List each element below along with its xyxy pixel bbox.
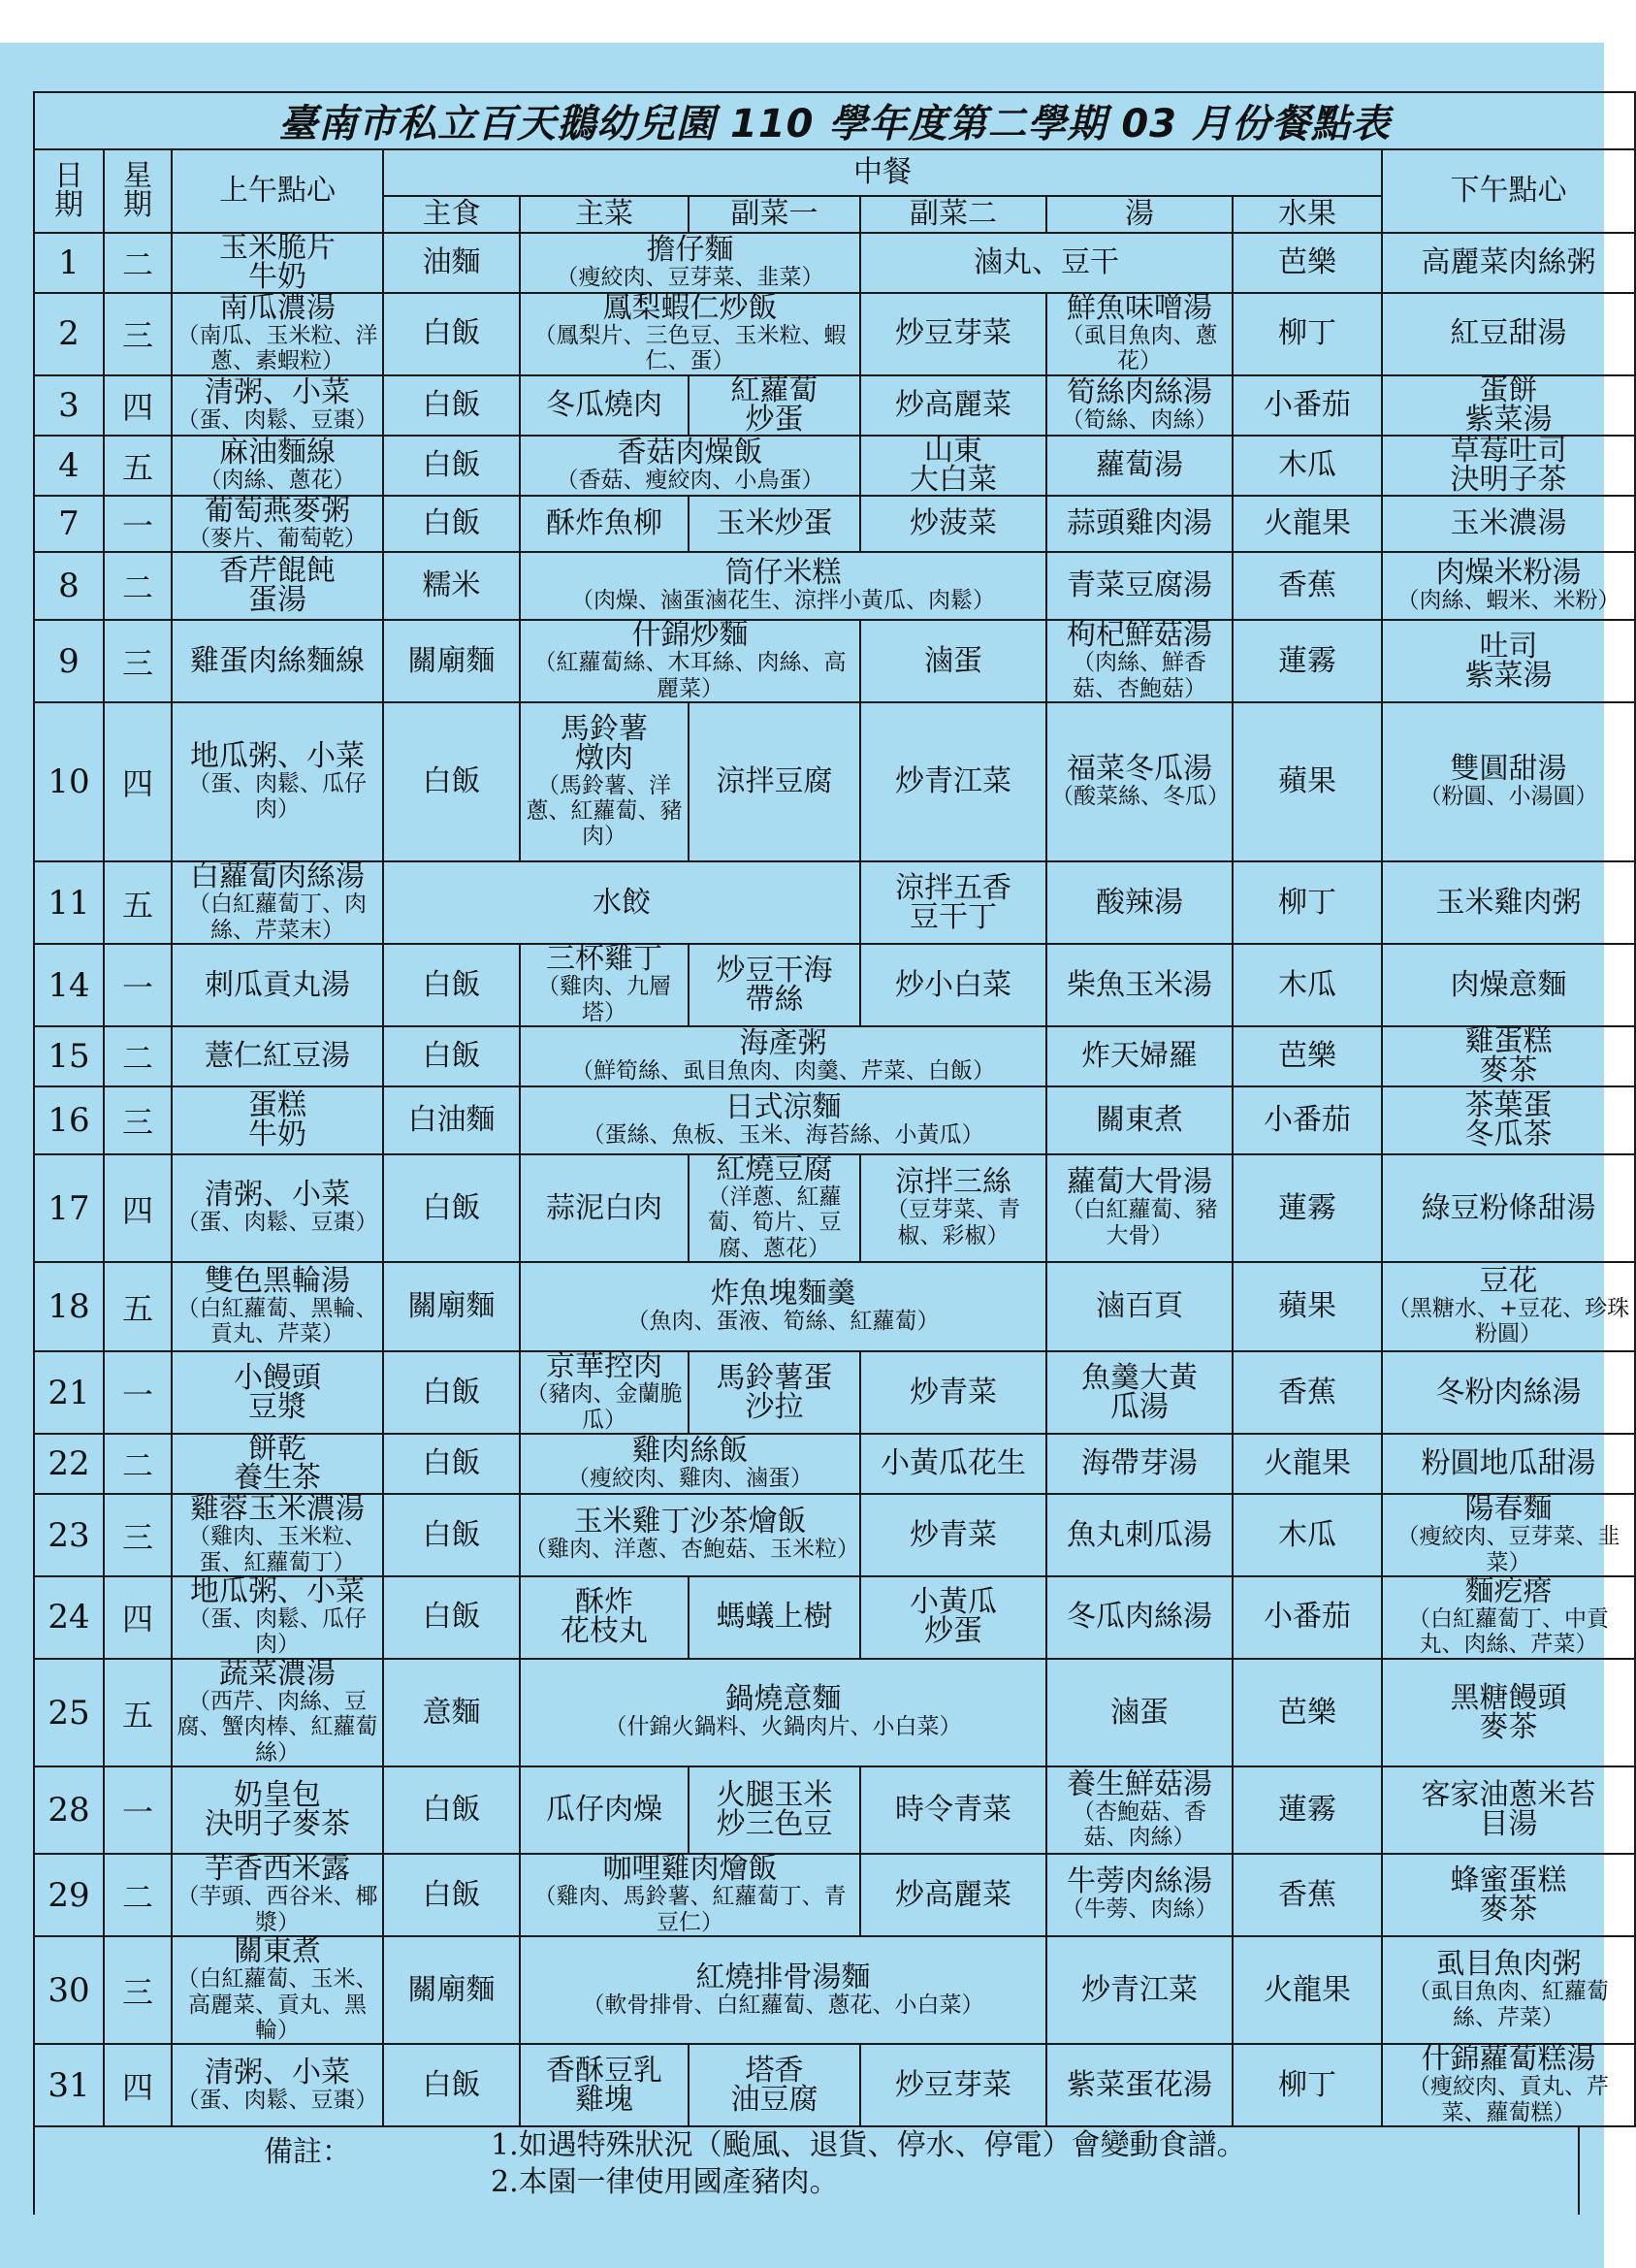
soup-cell: 養生鮮菇湯 （杏鮑菇、香菇、肉絲） <box>1046 1766 1233 1854</box>
main-dish-cell: 玉米雞丁沙茶燴飯 （雞肉、洋蔥、杏鮑菇、玉米粒） <box>520 1494 860 1576</box>
menu-table <box>33 91 1636 2127</box>
header-day: 日 期 <box>34 149 104 233</box>
morning-snack-cell: 葡萄燕麥粥 （麥片、葡萄乾） <box>172 496 383 552</box>
weekday-cell: 三 <box>104 1494 172 1576</box>
soup-cell: 福菜冬瓜湯 （酸菜絲、冬瓜） <box>1046 702 1233 861</box>
afternoon-snack-cell: 虱目魚肉粥 （虱目魚肉、紅蘿蔔絲、芹菜） <box>1382 1936 1635 2044</box>
weekday-cell: 五 <box>104 1659 172 1766</box>
table-row <box>34 1494 1635 1576</box>
header-side-dish-1: 副菜一 <box>689 196 860 233</box>
fruit-cell: 香蕉 <box>1233 1351 1382 1434</box>
side-dish-1-cell: 塔香 油豆腐 <box>689 2044 860 2126</box>
weekday-cell: 一 <box>104 944 172 1026</box>
afternoon-snack-cell: 客家油蔥米苔 目湯 <box>1382 1766 1635 1854</box>
day-cell: 24 <box>34 1576 104 1659</box>
main-dish-cell: 海產粥 （鮮筍絲、虱目魚肉、肉羹、芹菜、白飯） <box>520 1026 1046 1086</box>
header-soup: 湯 <box>1046 196 1233 233</box>
day-cell: 21 <box>34 1351 104 1434</box>
table-row <box>34 1854 1635 1936</box>
staple-cell: 白飯 <box>383 1026 520 1086</box>
soup-cell: 滷蛋 <box>1046 1659 1233 1766</box>
table-row <box>34 1026 1635 1086</box>
day-cell: 11 <box>34 861 104 944</box>
staple-cell: 關廟麵 <box>383 1262 520 1351</box>
main-dish-cell: 炸魚塊麵羹 （魚肉、蛋液、筍絲、紅蘿蔔） <box>520 1262 1046 1351</box>
day-cell: 7 <box>34 496 104 552</box>
day-cell: 10 <box>34 702 104 861</box>
morning-snack-cell: 地瓜粥、小菜 （蛋、肉鬆、瓜仔肉） <box>172 702 383 861</box>
weekday-cell: 三 <box>104 620 172 702</box>
fruit-cell: 小番茄 <box>1233 1086 1382 1154</box>
morning-snack-cell: 小饅頭 豆漿 <box>172 1351 383 1434</box>
side-dish-2-cell: 滷蛋 <box>860 620 1046 702</box>
main-dish-cell: 日式涼麵 （蛋絲、魚板、玉米、海苔絲、小黃瓜） <box>520 1086 1046 1154</box>
staple-cell: 關廟麵 <box>383 620 520 702</box>
table-row <box>34 1936 1635 2044</box>
main-dish-cell: 鳳梨蝦仁炒飯 （鳳梨片、三色豆、玉米粒、蝦仁、蛋） <box>520 293 860 375</box>
soup-cell: 酸辣湯 <box>1046 861 1233 944</box>
side-dish-1-cell: 馬鈴薯蛋 沙拉 <box>689 1351 860 1434</box>
afternoon-snack-cell: 玉米濃湯 <box>1382 496 1635 552</box>
side-dish-2-cell: 炒豆芽菜 <box>860 2044 1046 2126</box>
notes-label: 備註： <box>264 2135 351 2169</box>
fruit-cell: 蓮霧 <box>1233 1766 1382 1854</box>
header-main-dish: 主菜 <box>520 196 689 233</box>
fruit-cell: 芭樂 <box>1233 233 1382 293</box>
afternoon-snack-cell: 玉米雞肉粥 <box>1382 861 1635 944</box>
morning-snack-cell: 白蘿蔔肉絲湯 （白紅蘿蔔丁、肉絲、芹菜末） <box>172 861 383 944</box>
fruit-cell: 木瓜 <box>1233 1494 1382 1576</box>
staple-cell: 白飯 <box>383 375 520 436</box>
staple-cell: 關廟麵 <box>383 1936 520 2044</box>
soup-cell: 柴魚玉米湯 <box>1046 944 1233 1026</box>
staple-cell: 白飯 <box>383 1494 520 1576</box>
side-dish-2-cell: 涼拌五香 豆干丁 <box>860 861 1046 944</box>
side-dish-2-cell: 山東 大白菜 <box>860 436 1046 496</box>
weekday-cell: 二 <box>104 552 172 620</box>
weekday-cell: 一 <box>104 1766 172 1854</box>
weekday-cell: 二 <box>104 233 172 293</box>
afternoon-snack-cell: 綠豆粉條甜湯 <box>1382 1154 1635 1262</box>
staple-cell: 白飯 <box>383 496 520 552</box>
main-dish-cell: 蒜泥白肉 <box>520 1154 689 1262</box>
soup-cell: 冬瓜肉絲湯 <box>1046 1576 1233 1659</box>
day-cell: 9 <box>34 620 104 702</box>
side-dish-2-cell: 小黃瓜花生 <box>860 1434 1046 1494</box>
afternoon-snack-cell: 草莓吐司 決明子茶 <box>1382 436 1635 496</box>
afternoon-snack-cell: 蛋餅 紫菜湯 <box>1382 375 1635 436</box>
afternoon-snack-cell: 陽春麵 （瘦絞肉、豆芽菜、韭菜） <box>1382 1494 1635 1576</box>
weekday-cell: 三 <box>104 1936 172 2044</box>
main-dish-cell: 酥炸 花枝丸 <box>520 1576 689 1659</box>
soup-cell: 魚羹大黃 瓜湯 <box>1046 1351 1233 1434</box>
table-row <box>34 552 1635 620</box>
soup-cell: 筍絲肉絲湯 （筍絲、肉絲） <box>1046 375 1233 436</box>
morning-snack-cell: 清粥、小菜 （蛋、肉鬆、豆棗） <box>172 1154 383 1262</box>
header-fruit: 水果 <box>1233 196 1382 233</box>
morning-snack-cell: 蔬菜濃湯 （西芹、肉絲、豆腐、蟹肉棒、紅蘿蔔絲） <box>172 1659 383 1766</box>
side-dish-1-cell: 涼拌豆腐 <box>689 702 860 861</box>
main-dish-cell: 擔仔麵 （瘦絞肉、豆芽菜、韭菜） <box>520 233 860 293</box>
day-cell: 31 <box>34 2044 104 2126</box>
table-row <box>34 861 1635 944</box>
soup-cell: 枸杞鮮菇湯 （肉絲、鮮香菇、杏鮑菇） <box>1046 620 1233 702</box>
table-row <box>34 1351 1635 1434</box>
fruit-cell: 芭樂 <box>1233 1026 1382 1086</box>
day-cell: 4 <box>34 436 104 496</box>
weekday-cell: 四 <box>104 702 172 861</box>
weekday-cell: 四 <box>104 375 172 436</box>
afternoon-snack-cell: 黑糖饅頭 麥茶 <box>1382 1659 1635 1766</box>
soup-cell: 紫菜蛋花湯 <box>1046 2044 1233 2126</box>
fruit-cell: 香蕉 <box>1233 552 1382 620</box>
weekday-cell: 二 <box>104 1854 172 1936</box>
side-dish-1-cell: 火腿玉米 炒三色豆 <box>689 1766 860 1854</box>
staple-cell: 白油麵 <box>383 1086 520 1154</box>
table-row <box>34 1262 1635 1351</box>
weekday-cell: 三 <box>104 1086 172 1154</box>
fruit-cell: 蘋果 <box>1233 702 1382 861</box>
soup-cell: 牛蒡肉絲湯 （牛蒡、肉絲） <box>1046 1854 1233 1936</box>
fruit-cell: 芭樂 <box>1233 1659 1382 1766</box>
table-row <box>34 702 1635 861</box>
fruit-cell: 小番茄 <box>1233 375 1382 436</box>
table-row <box>34 1659 1635 1766</box>
morning-snack-cell: 蛋糕 牛奶 <box>172 1086 383 1154</box>
side-dish-1-cell: 螞蟻上樹 <box>689 1576 860 1659</box>
header-side-dish-2: 副菜二 <box>860 196 1046 233</box>
morning-snack-cell: 餅乾 養生茶 <box>172 1434 383 1494</box>
soup-cell: 魚丸刺瓜湯 <box>1046 1494 1233 1576</box>
header-morning-snack: 上午點心 <box>172 149 383 233</box>
weekday-cell: 五 <box>104 1262 172 1351</box>
main-dish-cell: 香菇肉燥飯 （香菇、瘦絞肉、小鳥蛋） <box>520 436 860 496</box>
day-cell: 25 <box>34 1659 104 1766</box>
main-dish-cell: 紅燒排骨湯麵 （軟骨排骨、白紅蘿蔔、蔥花、小白菜） <box>520 1936 1046 2044</box>
staple-cell: 白飯 <box>383 436 520 496</box>
morning-snack-cell: 清粥、小菜 （蛋、肉鬆、豆棗） <box>172 2044 383 2126</box>
main-dish-cell: 酥炸魚柳 <box>520 496 689 552</box>
fruit-cell: 蓮霧 <box>1233 1154 1382 1262</box>
afternoon-snack-cell: 吐司 紫菜湯 <box>1382 620 1635 702</box>
morning-snack-cell: 雙色黑輪湯 （白紅蘿蔔、黑輪、貢丸、芹菜） <box>172 1262 383 1351</box>
staple-cell: 白飯 <box>383 702 520 861</box>
weekday-cell: 一 <box>104 496 172 552</box>
page-title: 臺南市私立百天鵝幼兒園 110 學年度第二學期 03 月份餐點表 <box>34 92 1635 149</box>
day-cell: 14 <box>34 944 104 1026</box>
fruit-cell: 香蕉 <box>1233 1854 1382 1936</box>
fruit-cell: 蓮霧 <box>1233 620 1382 702</box>
notes <box>33 2125 1580 2215</box>
side-dish-2-cell: 炒青菜 <box>860 1351 1046 1434</box>
note-line-2: 2.本園一律使用國產豬肉。 <box>491 2164 839 2199</box>
day-cell: 17 <box>34 1154 104 1262</box>
fruit-cell: 火龍果 <box>1233 1434 1382 1494</box>
side-dish-2-cell: 小黃瓜 炒蛋 <box>860 1576 1046 1659</box>
fruit-cell: 木瓜 <box>1233 944 1382 1026</box>
header-afternoon-snack: 下午點心 <box>1382 149 1635 233</box>
side-dish-2-cell: 時令青菜 <box>860 1766 1046 1854</box>
side-dish-2-cell: 炒豆芽菜 <box>860 293 1046 375</box>
note-line-1: 1.如遇特殊狀況（颱風、退貨、停水、停電）會變動食譜。 <box>491 2128 1246 2162</box>
header-weekday: 星 期 <box>104 149 172 233</box>
staple-cell: 糯米 <box>383 552 520 620</box>
soup-cell: 蘿蔔大骨湯 （白紅蘿蔔、豬大骨） <box>1046 1154 1233 1262</box>
afternoon-snack-cell: 雞蛋糕 麥茶 <box>1382 1026 1635 1086</box>
table-row <box>34 620 1635 702</box>
morning-snack-cell: 奶皇包 決明子麥茶 <box>172 1766 383 1854</box>
main-dish-cell: 筒仔米糕 （肉燥、滷蛋滷花生、涼拌小黃瓜、肉鬆） <box>520 552 1046 620</box>
day-cell: 18 <box>34 1262 104 1351</box>
afternoon-snack-cell: 雙圓甜湯 （粉圓、小湯圓） <box>1382 702 1635 861</box>
staple-cell: 白飯 <box>383 1766 520 1854</box>
morning-snack-cell: 雞蓉玉米濃湯 （雞肉、玉米粒、蛋、紅蘿蔔丁） <box>172 1494 383 1576</box>
morning-snack-cell: 南瓜濃湯 （南瓜、玉米粒、洋蔥、素蝦粒） <box>172 293 383 375</box>
staple-cell: 白飯 <box>383 1154 520 1262</box>
weekday-cell: 五 <box>104 436 172 496</box>
side-dish-2-cell: 炒高麗菜 <box>860 1854 1046 1936</box>
day-cell: 15 <box>34 1026 104 1086</box>
staple-cell: 白飯 <box>383 1854 520 1936</box>
day-cell: 2 <box>34 293 104 375</box>
fruit-cell: 柳丁 <box>1233 861 1382 944</box>
table-row <box>34 1576 1635 1659</box>
morning-snack-cell: 薏仁紅豆湯 <box>172 1026 383 1086</box>
table-row <box>34 1766 1635 1854</box>
main-dish-cell: 冬瓜燒肉 <box>520 375 689 436</box>
table-row <box>34 944 1635 1026</box>
soup-cell: 滷百頁 <box>1046 1262 1233 1351</box>
side-dish-1-cell: 紅燒豆腐 （洋蔥、紅蘿蔔、筍片、豆腐、蔥花） <box>689 1154 860 1262</box>
side-dish-2-cell: 炒青菜 <box>860 1494 1046 1576</box>
main-dish-cell: 咖哩雞肉燴飯 （雞肉、馬鈴薯、紅蘿蔔丁、青豆仁） <box>520 1854 860 1936</box>
table-row <box>34 496 1635 552</box>
weekday-cell: 四 <box>104 1576 172 1659</box>
fruit-cell: 火龍果 <box>1233 496 1382 552</box>
weekday-cell: 一 <box>104 1351 172 1434</box>
day-cell: 30 <box>34 1936 104 2044</box>
soup-cell: 關東煮 <box>1046 1086 1233 1154</box>
soup-cell: 蒜頭雞肉湯 <box>1046 496 1233 552</box>
side-dish-2-cell: 炒小白菜 <box>860 944 1046 1026</box>
table-row <box>34 2044 1635 2126</box>
staple-cell: 白飯 <box>383 2044 520 2126</box>
table-row <box>34 233 1635 293</box>
weekday-cell: 二 <box>104 1434 172 1494</box>
main-dish-cell: 馬鈴薯 燉肉 （馬鈴薯、洋蔥、紅蘿蔔、豬肉） <box>520 702 689 861</box>
fruit-cell: 火龍果 <box>1233 1936 1382 2044</box>
main-dish-cell: 三杯雞丁 （雞肉、九層塔） <box>520 944 689 1026</box>
morning-snack-cell: 芋香西米露 （芋頭、西谷米、椰漿） <box>172 1854 383 1936</box>
morning-snack-cell: 香芹餛飩 蛋湯 <box>172 552 383 620</box>
table-row <box>34 293 1635 375</box>
main-dish-cell: 瓜仔肉燥 <box>520 1766 689 1854</box>
main-dish-cell: 京華控肉 （豬肉、金蘭脆瓜） <box>520 1351 689 1434</box>
fruit-cell: 蘋果 <box>1233 1262 1382 1351</box>
side-dish-1-cell: 玉米炒蛋 <box>689 496 860 552</box>
morning-snack-cell: 雞蛋肉絲麵線 <box>172 620 383 702</box>
afternoon-snack-cell: 高麗菜肉絲粥 <box>1382 233 1635 293</box>
afternoon-snack-cell: 紅豆甜湯 <box>1382 293 1635 375</box>
staple-cell: 油麵 <box>383 233 520 293</box>
weekday-cell: 五 <box>104 861 172 944</box>
soup-cell: 炒青江菜 <box>1046 1936 1233 2044</box>
staple-cell: 白飯 <box>383 1434 520 1494</box>
staple-cell: 意麵 <box>383 1659 520 1766</box>
day-cell: 16 <box>34 1086 104 1154</box>
soup-cell: 炸天婦羅 <box>1046 1026 1233 1086</box>
fruit-cell: 柳丁 <box>1233 2044 1382 2126</box>
side-dish-2-cell: 炒青江菜 <box>860 702 1046 861</box>
lunch-combined-cell: 水餃 <box>383 861 860 944</box>
fruit-cell: 木瓜 <box>1233 436 1382 496</box>
afternoon-snack-cell: 粉圓地瓜甜湯 <box>1382 1434 1635 1494</box>
morning-snack-cell: 清粥、小菜 （蛋、肉鬆、豆棗） <box>172 375 383 436</box>
side-dish-1-cell: 紅蘿蔔 炒蛋 <box>689 375 860 436</box>
table-row <box>34 375 1635 436</box>
weekday-cell: 四 <box>104 2044 172 2126</box>
staple-cell: 白飯 <box>383 1576 520 1659</box>
afternoon-snack-cell: 肉燥米粉湯 （肉絲、蝦米、米粉） <box>1382 552 1635 620</box>
header-lunch: 中餐 <box>383 149 1382 196</box>
staple-cell: 白飯 <box>383 293 520 375</box>
side-dish-2-cell: 涼拌三絲 （豆芽菜、青椒、彩椒） <box>860 1154 1046 1262</box>
table-row <box>34 1086 1635 1154</box>
staple-cell: 白飯 <box>383 944 520 1026</box>
table-row <box>34 1434 1635 1494</box>
afternoon-snack-cell: 冬粉肉絲湯 <box>1382 1351 1635 1434</box>
weekday-cell: 三 <box>104 293 172 375</box>
main-dish-cell: 什錦炒麵 （紅蘿蔔絲、木耳絲、肉絲、高麗菜） <box>520 620 860 702</box>
day-cell: 8 <box>34 552 104 620</box>
table-row <box>34 1154 1635 1262</box>
main-dish-cell: 鍋燒意麵 （什錦火鍋料、火鍋肉片、小白菜） <box>520 1659 1046 1766</box>
afternoon-snack-cell: 豆花 （黑糖水、+豆花、珍珠粉圓） <box>1382 1262 1635 1351</box>
afternoon-snack-cell: 什錦蘿蔔糕湯 （瘦絞肉、貢丸、芹菜、蘿蔔糕） <box>1382 2044 1635 2126</box>
fruit-cell: 小番茄 <box>1233 1576 1382 1659</box>
afternoon-snack-cell: 蜂蜜蛋糕 麥茶 <box>1382 1854 1635 1936</box>
fruit-cell: 柳丁 <box>1233 293 1382 375</box>
main-dish-cell: 雞肉絲飯 （瘦絞肉、雞肉、滷蛋） <box>520 1434 860 1494</box>
day-cell: 1 <box>34 233 104 293</box>
side-dish-2-soup-cell: 滷丸、豆干 <box>860 233 1233 293</box>
soup-cell: 海帶芽湯 <box>1046 1434 1233 1494</box>
morning-snack-cell: 地瓜粥、小菜 （蛋、肉鬆、瓜仔肉） <box>172 1576 383 1659</box>
soup-cell: 鮮魚味噌湯 （虱目魚肉、蔥花） <box>1046 293 1233 375</box>
day-cell: 3 <box>34 375 104 436</box>
afternoon-snack-cell: 麵疙瘩 （白紅蘿蔔丁、中貢丸、肉絲、芹菜） <box>1382 1576 1635 1659</box>
weekday-cell: 二 <box>104 1026 172 1086</box>
afternoon-snack-cell: 茶葉蛋 冬瓜茶 <box>1382 1086 1635 1154</box>
side-dish-2-cell: 炒菠菜 <box>860 496 1046 552</box>
morning-snack-cell: 玉米脆片 牛奶 <box>172 233 383 293</box>
table-row <box>34 436 1635 496</box>
soup-cell: 蘿蔔湯 <box>1046 436 1233 496</box>
staple-cell: 白飯 <box>383 1351 520 1434</box>
afternoon-snack-cell: 肉燥意麵 <box>1382 944 1635 1026</box>
side-dish-1-cell: 炒豆干海 帶絲 <box>689 944 860 1026</box>
day-cell: 29 <box>34 1854 104 1936</box>
weekday-cell: 四 <box>104 1154 172 1262</box>
soup-cell: 青菜豆腐湯 <box>1046 552 1233 620</box>
morning-snack-cell: 關東煮 （白紅蘿蔔、玉米、高麗菜、貢丸、黑輪） <box>172 1936 383 2044</box>
main-dish-cell: 香酥豆乳 雞塊 <box>520 2044 689 2126</box>
header-staple: 主食 <box>383 196 520 233</box>
day-cell: 28 <box>34 1766 104 1854</box>
day-cell: 22 <box>34 1434 104 1494</box>
day-cell: 23 <box>34 1494 104 1576</box>
morning-snack-cell: 麻油麵線 （肉絲、蔥花） <box>172 436 383 496</box>
side-dish-2-cell: 炒高麗菜 <box>860 375 1046 436</box>
morning-snack-cell: 刺瓜貢丸湯 <box>172 944 383 1026</box>
